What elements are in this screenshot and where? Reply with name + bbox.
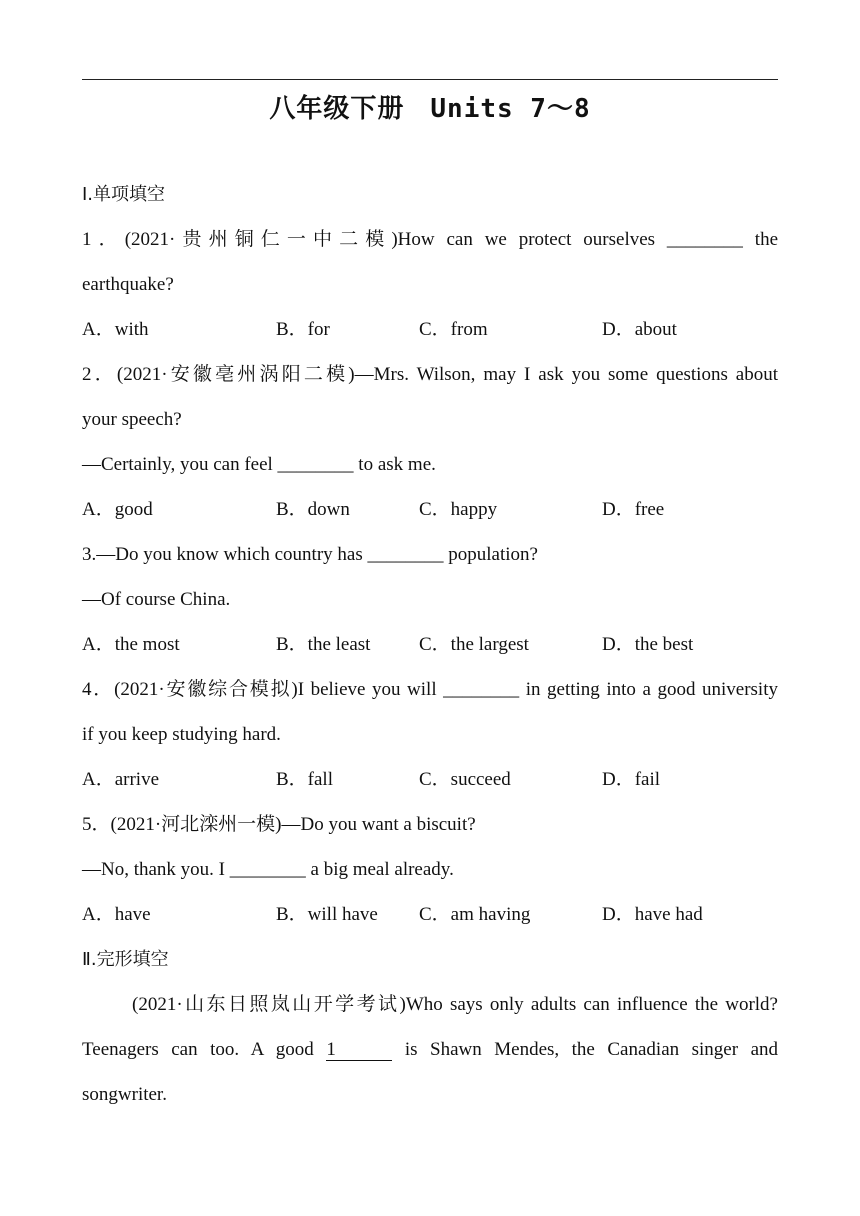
question-3-response: —Of course China.: [82, 589, 231, 610]
question-2-option-c: C．happy: [419, 499, 498, 520]
question-2-stem: 2．(2021·安徽亳州涡阳二模)—Mrs. Wilson, may I ask you some questions about: [82, 364, 778, 385]
cloze-passage-line-1: (2021·山东日照岚山开学考试)Who says only adults can influence the world?: [132, 994, 778, 1015]
question-1-option-b: B．for: [276, 319, 330, 340]
cloze-blank-1: 1: [326, 1040, 392, 1061]
question-3-option-d: D．the best: [602, 634, 694, 655]
question-3-option-b: B．the least: [276, 634, 371, 655]
question-4-stem: 4．(2021·安徽综合模拟)I believe you will ________ in getting into a good university: [82, 679, 778, 700]
question-3-option-a: A．the most: [82, 634, 180, 655]
question-4-option-d: D．fail: [602, 769, 661, 790]
question-5-option-c: C．am having: [419, 904, 531, 925]
question-5-option-a: A．have: [82, 904, 151, 925]
question-4-option-c: C．succeed: [419, 769, 511, 790]
question-1-option-a: A．with: [82, 319, 149, 340]
question-5-option-b: B．will have: [276, 904, 378, 925]
question-2-option-d: D．free: [602, 499, 665, 520]
question-2-option-a: A．good: [82, 499, 153, 520]
question-3-stem: 3.—Do you know which country has ________ population?: [82, 544, 538, 565]
question-4-option-a: A．arrive: [82, 769, 160, 790]
question-4-option-b: B．fall: [276, 769, 333, 790]
cloze-passage-line-2: [82, 1038, 778, 1062]
question-2-response: —Certainly, you can feel ________ to ask me.: [82, 454, 436, 475]
question-3-option-c: C．the largest: [419, 634, 529, 655]
question-4-stem-cont: if you keep studying hard.: [82, 724, 281, 745]
question-5-option-d: D．have had: [602, 904, 703, 925]
question-2-option-b: B．down: [276, 499, 350, 520]
title-units: Units 7～8: [430, 94, 591, 124]
title-chinese: 八年级下册: [269, 94, 405, 124]
question-1-option-d: D．about: [602, 319, 677, 340]
page-title: [0, 88, 860, 125]
cloze-text-before-blank: Teenagers can too. A good: [82, 1039, 314, 1060]
question-1-stem-cont: earthquake?: [82, 274, 174, 295]
question-2-stem-cont: your speech?: [82, 409, 182, 430]
header-rule: [82, 79, 778, 80]
question-5-response: —No, thank you. I ________ a big meal already.: [82, 859, 454, 880]
cloze-passage-line-3: songwriter.: [82, 1084, 167, 1105]
question-1-option-c: C．from: [419, 319, 488, 340]
section-heading-cloze: Ⅱ.完形填空: [82, 949, 169, 970]
section-heading-single-choice: Ⅰ.单项填空: [82, 184, 166, 205]
question-1-stem: 1．(2021·贵州铜仁一中二模)How can we protect ourselves ________ the: [82, 229, 778, 250]
cloze-text-after-blank: is Shawn Mendes, the Canadian singer and: [404, 1039, 779, 1060]
question-5-stem: 5．(2021·河北滦州一模)—Do you want a biscuit?: [82, 814, 476, 835]
